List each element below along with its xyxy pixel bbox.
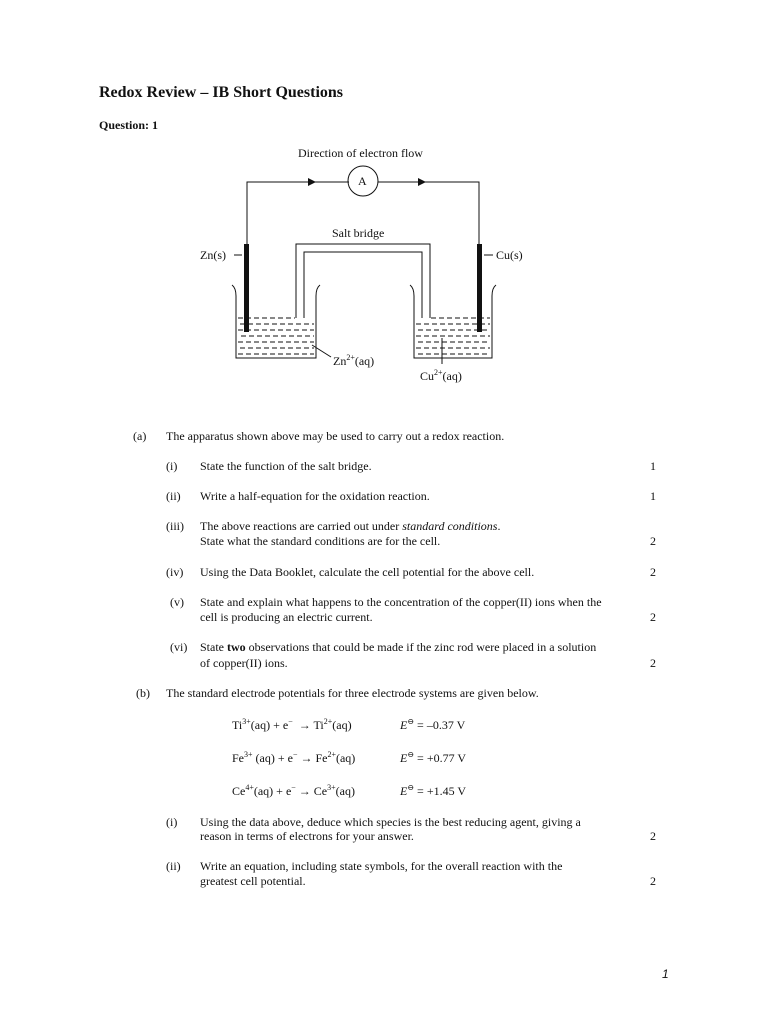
marks: 2 [650,534,656,548]
item-num: (iv) [166,565,184,579]
item-text: State what the standard conditions are for the cell. [200,534,441,548]
marks: 2 [650,656,656,670]
galvanic-cell-diagram [190,140,550,400]
item-num: (ii) [166,489,181,503]
item-text: State and explain what happens to the concentration of the copper(II) ions when the [200,595,602,609]
item-text: State two observations that could be made if the zinc rod were placed in a solution [200,640,597,654]
item-text: The above reactions are carried out under standard conditions. [200,519,501,533]
electrode-potential-ce: E⊖ = +1.45 V [400,783,467,798]
salt-bridge-label: Salt bridge [332,226,385,240]
item-num: (ii) [166,859,181,873]
item-text: State the function of the salt bridge. [200,459,372,473]
item-text: Using the data above, deduce which species is the best reducing agent, giving a [200,815,581,829]
question-number: Question: 1 [99,118,159,132]
half-equation-fe: $Fe^{3+}$ $(aq) + e^- \to Fe^{2+}(aq)$ [232,750,356,765]
salt-bridge-inner [304,252,422,318]
electron-flow-arrow-left [308,178,316,186]
zn-electrode-label: Zn(s) [200,248,226,262]
page-title: Redox Review – IB Short Questions [99,84,344,101]
zn-ion-label: $Zn^{2+}(aq)$ [333,353,375,368]
electrode-potential-ti: E⊖ = –0.37 V [400,717,466,732]
page-number: 1 [662,967,669,981]
copper-electrode [477,244,482,332]
cu-ion-label: $Cu^{2+}(aq)$ [420,368,462,383]
ammeter-label: A [358,174,367,188]
part-a-intro: The apparatus shown above may be used to carry out a redox reaction. [166,429,505,443]
item-num: (i) [166,815,178,829]
item-text: Using the Data Booklet, calculate the cell potential for the above cell. [200,565,535,579]
item-text: Write an equation, including state symbols, for the overall reaction with the [200,859,563,873]
item-num: (i) [166,459,178,473]
zn-ion-leader [312,345,331,357]
marks: 2 [650,610,656,624]
item-num: (iii) [166,519,184,533]
solution-zn [238,318,314,354]
wire-left [247,182,349,315]
half-equation-ce: $Ce^{4+}(aq) + e^- \to Ce^{3+}(aq)$ [232,783,355,798]
electron-flow-label: Direction of electron flow [298,146,423,160]
cu-electrode-label: Cu(s) [496,248,523,262]
item-text: reason in terms of electrons for your answer. [200,829,414,843]
half-equation-ti: $Ti^{3+}(aq) + e^- \to Ti^{2+}(aq)$ [232,717,352,732]
wire-right [378,182,479,315]
marks: 2 [650,829,656,843]
zinc-electrode [244,244,249,332]
marks: 2 [650,565,656,579]
marks: 1 [650,459,656,473]
marks: 1 [650,489,656,503]
item-num: (vi) [170,640,188,654]
item-num: (v) [170,595,184,609]
item-text: Write a half-equation for the oxidation reaction. [200,489,430,503]
electron-flow-arrow-right [418,178,426,186]
item-text: greatest cell potential. [200,874,306,888]
item-text: of copper(II) ions. [200,656,288,670]
beaker-right [410,285,496,358]
part-b-label: (b) [136,686,150,700]
electrode-potential-fe: E⊖ = +0.77 V [400,750,467,765]
part-b-intro: The standard electrode potentials for three electrode systems are given below. [166,686,539,700]
part-a-label: (a) [133,429,147,443]
marks: 2 [650,874,656,888]
item-text: cell is producing an electric current. [200,610,373,624]
